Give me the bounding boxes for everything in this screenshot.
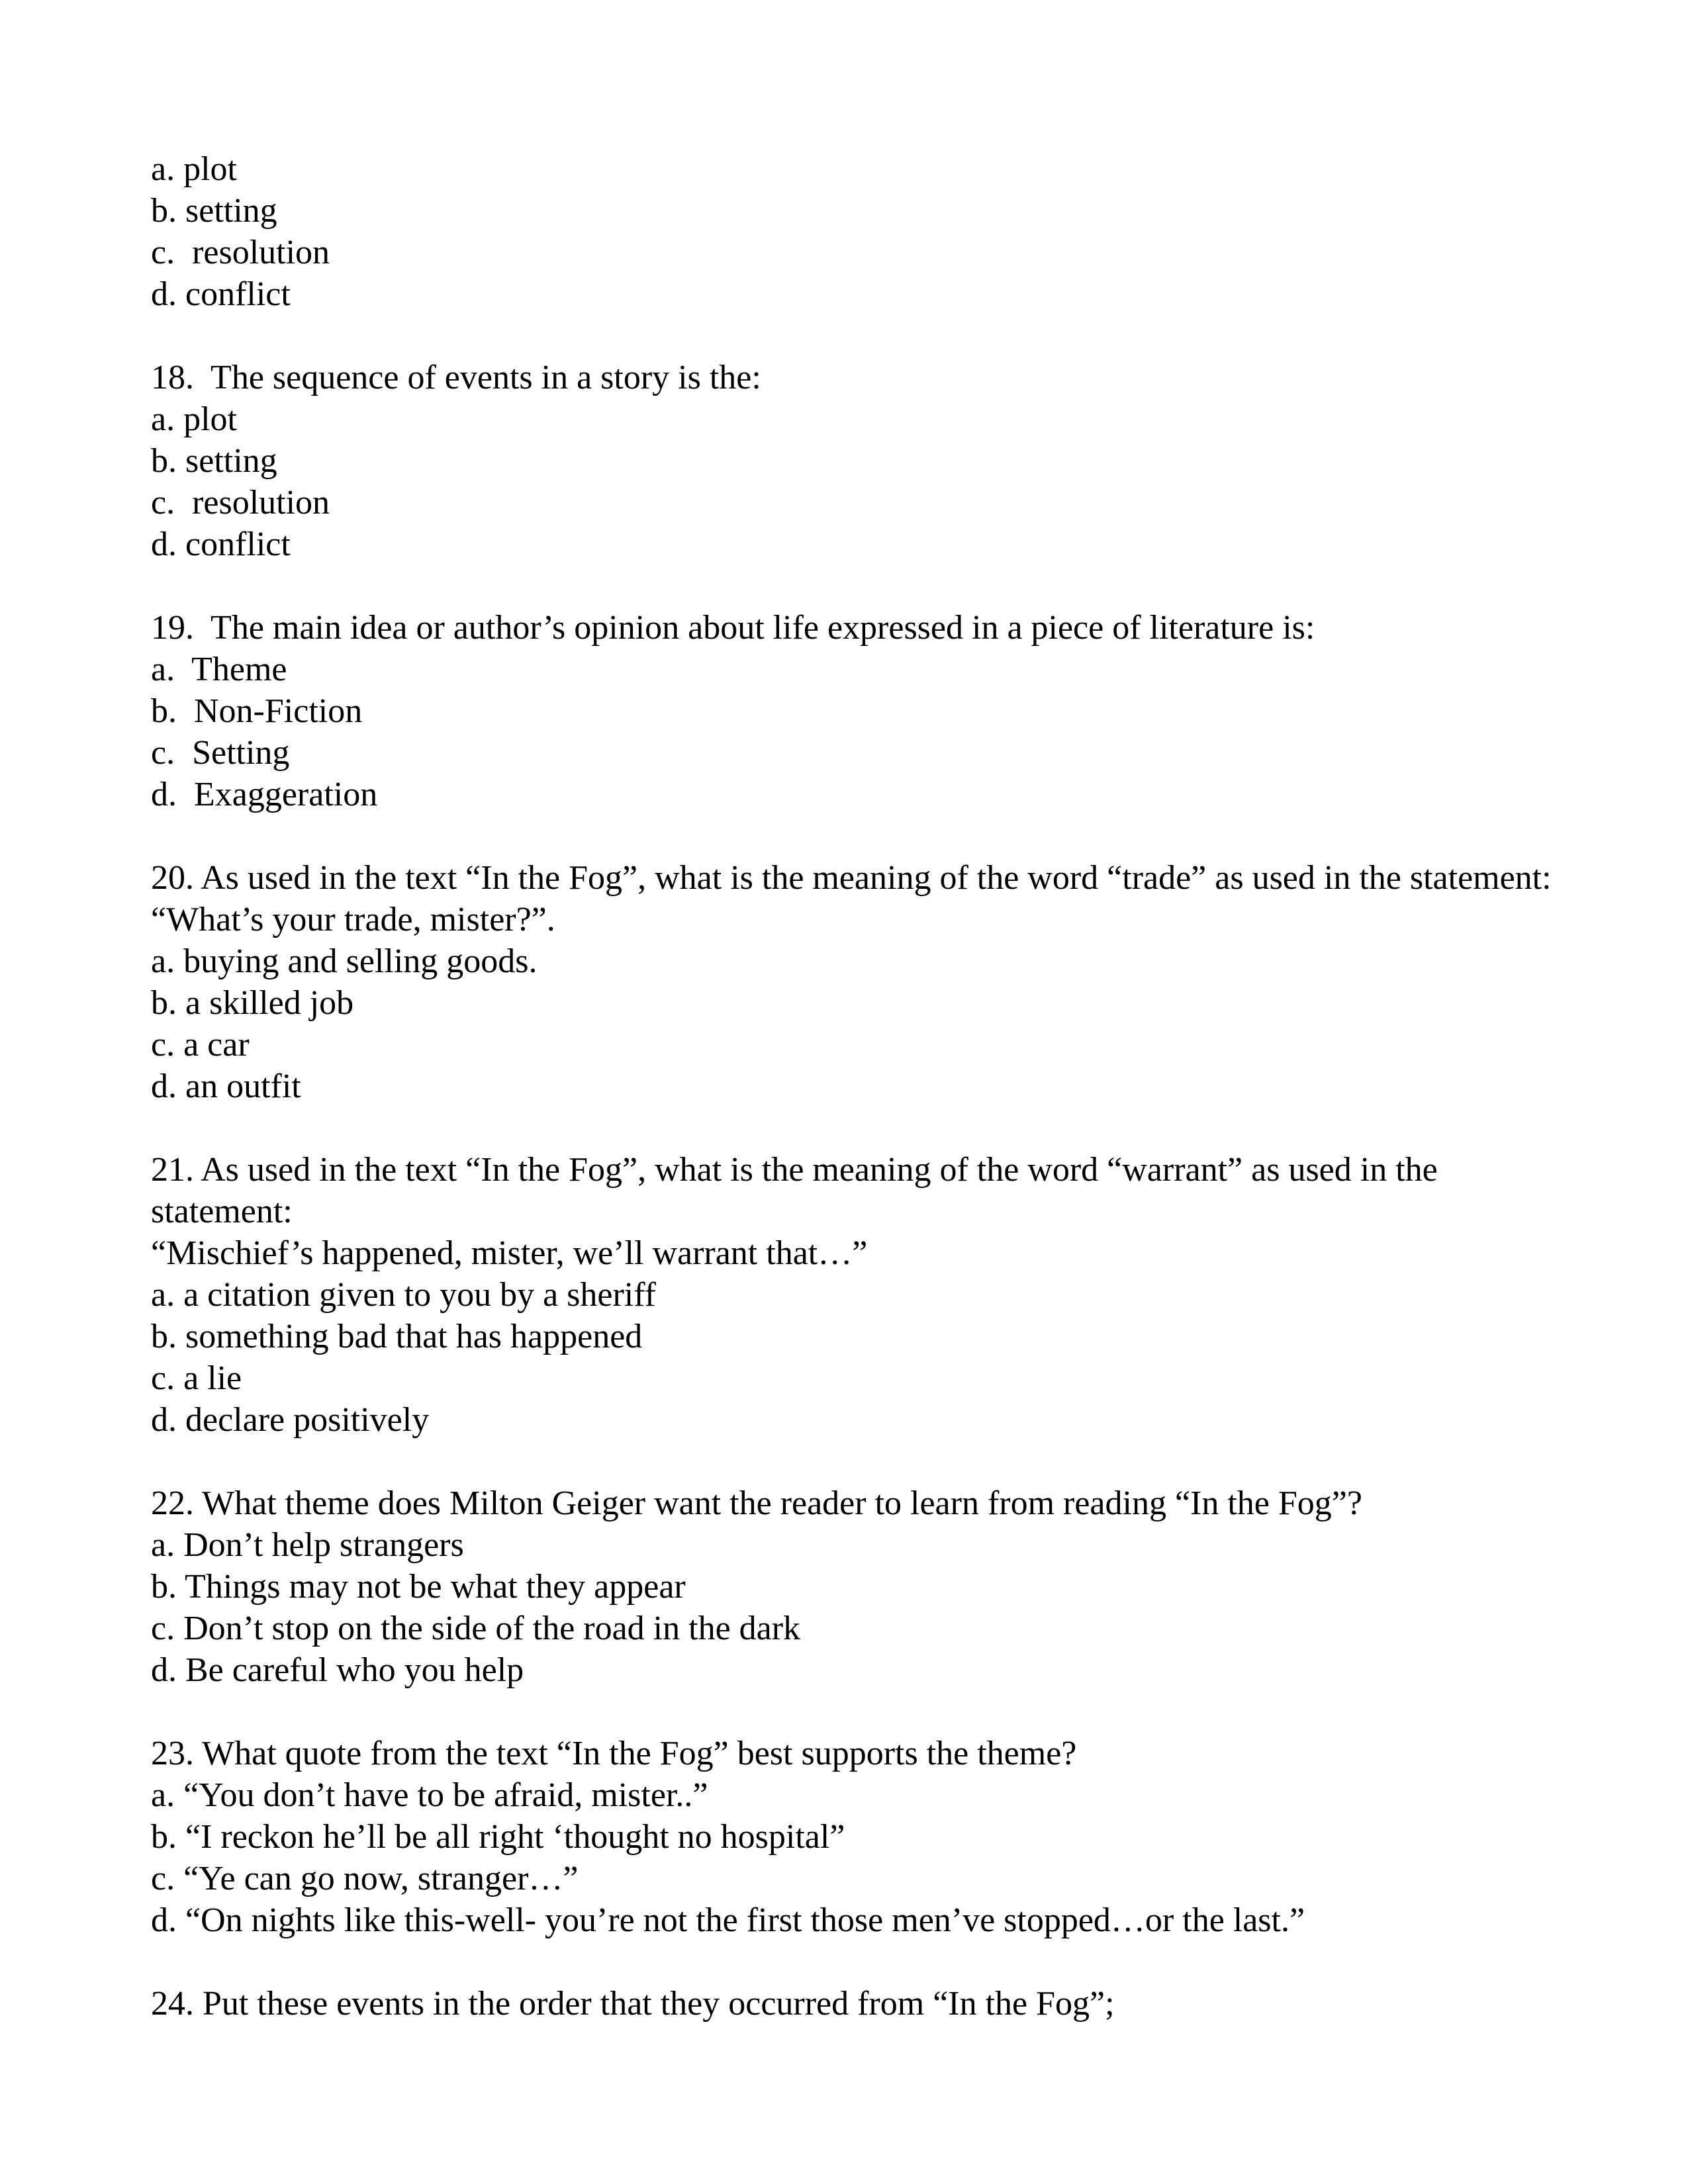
answer-option-line: d. Exaggeration — [151, 776, 378, 813]
answer-option-line: a. buying and selling goods. — [151, 942, 538, 980]
answer-option-line: c. a car — [151, 1026, 250, 1064]
answer-option-line: b. something bad that has happened — [151, 1318, 643, 1355]
question-block-18 — [151, 357, 1574, 565]
answer-option-line: d. conflict — [151, 275, 291, 313]
answer-option-line: c. resolution — [151, 234, 330, 271]
answer-option-line: a. Don’t help strangers — [151, 1526, 464, 1564]
answer-option-line: b. Non-Fiction — [151, 692, 363, 730]
question-text-line: 23. What quote from the text “In the Fog” best supports the theme? — [151, 1735, 1077, 1772]
question-text-line: 24. Put these events in the order that they occurred from “In the Fog”; — [151, 1985, 1115, 2023]
answer-option-line: b. Things may not be what they appear — [151, 1568, 686, 1606]
answer-option-line: d. “On nights like this-well- you’re not the first those men’ve stopped…or the last.” — [151, 1901, 1305, 1939]
answer-option-line: b. setting — [151, 442, 277, 480]
answer-option-line: a. a citation given to you by a sheriff — [151, 1276, 656, 1314]
question-block-24 — [151, 1983, 1574, 2025]
question-block-20 — [151, 857, 1574, 1107]
answer-option-line: d. conflict — [151, 525, 291, 563]
question-text-line: 19. The main idea or author’s opinion about life expressed in a piece of literature is: — [151, 609, 1315, 647]
question-block-21 — [151, 1149, 1574, 1441]
question-text-line: 22. What theme does Milton Geiger want the reader to learn from reading “In the Fog”? — [151, 1484, 1362, 1522]
answer-option-line: b. “I reckon he’ll be all right ‘thought no hospital” — [151, 1818, 845, 1856]
answer-option-line: d. declare positively — [151, 1401, 430, 1439]
answer-option-line: c. resolution — [151, 484, 330, 522]
answer-option-line: a. Theme — [151, 651, 287, 688]
question-block-22 — [151, 1482, 1574, 1691]
question-block-19 — [151, 607, 1574, 815]
question-text-line: “What’s your trade, mister?”. — [151, 901, 555, 938]
answer-option-line: d. Be careful who you help — [151, 1651, 524, 1689]
question-text-line: 20. As used in the text “In the Fog”, what is the meaning of the word “trade” as used in the statement: — [151, 859, 1552, 897]
question-list — [151, 148, 1574, 2066]
answer-option-line: d. an outfit — [151, 1068, 301, 1105]
question-text-line: 18. The sequence of events in a story is the: — [151, 359, 761, 396]
answer-option-line: c. a lie — [151, 1359, 242, 1397]
question-text-line: 21. As used in the text “In the Fog”, what is the meaning of the word “warrant” as used in the statement: — [151, 1151, 1446, 1230]
answer-option-line: b. a skilled job — [151, 984, 354, 1022]
answer-option-line: c. Don’t stop on the side of the road in the dark — [151, 1610, 801, 1647]
answer-option-line: c. Setting — [151, 734, 290, 772]
question-block-23 — [151, 1733, 1574, 1941]
question-block — [151, 148, 1574, 315]
answer-option-line: a. plot — [151, 400, 237, 438]
question-text-line: “Mischief’s happened, mister, we’ll warrant that…” — [151, 1234, 868, 1272]
answer-option-line: b. setting — [151, 192, 277, 230]
answer-option-line: a. plot — [151, 150, 237, 188]
answer-option-line: c. “Ye can go now, stranger…” — [151, 1860, 579, 1897]
answer-option-line: a. “You don’t have to be afraid, mister..” — [151, 1776, 708, 1814]
